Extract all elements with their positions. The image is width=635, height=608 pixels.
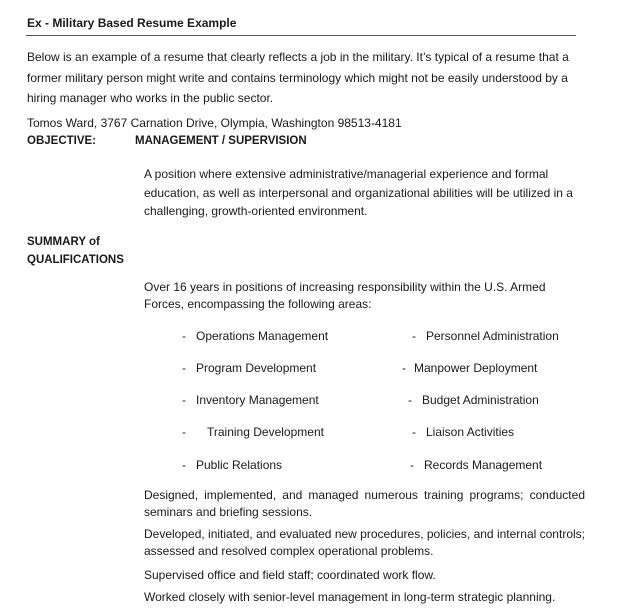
area-label: Personnel Administration: [426, 329, 559, 343]
area-label: Budget Administration: [422, 393, 539, 407]
intro-paragraph: Below is an example of a resume that clearly reflects a job in the military. It’s typical of a resume that a former military person might write and contains terminology which might not be easily understood by a hiring manager who works in the public sector.: [27, 50, 569, 105]
detail-paragraph: Designed, implemented, and managed numerous training programs; conducted seminars and briefing sessions.: [144, 488, 585, 519]
contact-address: Tomos Ward, 3767 Carnation Drive, Olympia, Washington 98513-4181: [27, 116, 402, 130]
title-divider: [26, 35, 576, 36]
objective-title: MANAGEMENT / SUPERVISION: [135, 135, 307, 147]
area-label: Inventory Management: [196, 393, 319, 407]
dash-bullet: -: [402, 361, 406, 375]
area-label: Public Relations: [196, 458, 283, 472]
dash-bullet: -: [412, 329, 416, 343]
area-label: Manpower Deployment: [414, 361, 538, 375]
dash-bullet: -: [182, 458, 186, 472]
objective-label: OBJECTIVE:: [27, 135, 97, 147]
list-item: [412, 425, 514, 439]
list-item: [182, 361, 316, 375]
dash-bullet: -: [182, 361, 186, 375]
list-item: [402, 361, 537, 375]
dash-bullet: -: [408, 393, 412, 407]
list-item: [408, 393, 539, 407]
summary-label: SUMMARY of QUALIFICATIONS: [27, 236, 124, 266]
area-label: Operations Management: [196, 329, 329, 343]
list-item: [182, 393, 319, 407]
dash-bullet: -: [412, 425, 416, 439]
document-title: Ex - Military Based Resume Example: [27, 16, 237, 30]
list-item: [410, 458, 542, 472]
area-label: Records Management: [424, 458, 543, 472]
summary-intro: Over 16 years in positions of increasing responsibility within the U.S. Armed Forces, encompassing the following areas:: [144, 280, 546, 311]
list-item: [182, 329, 328, 343]
detail-paragraph: Worked closely with senior-level management in long-term strategic planning.: [144, 590, 556, 604]
area-label: Program Development: [196, 361, 317, 375]
objective-text: A position where extensive administrative/managerial experience and formal education, as well as interpersonal and organizational abilities will be utilized in a challenging, growth-oriented environment.: [144, 167, 573, 218]
dash-bullet: -: [182, 329, 186, 343]
area-label: Liaison Activities: [426, 425, 515, 439]
area-label: Training Development: [207, 425, 324, 439]
list-item: [182, 458, 282, 472]
list-item: [412, 329, 559, 343]
dash-bullet: -: [182, 425, 186, 439]
dash-bullet: -: [182, 393, 186, 407]
dash-bullet: -: [410, 458, 414, 472]
detail-paragraph: Developed, initiated, and evaluated new procedures, policies, and internal controls; assessed and resolved complex operational problems.: [144, 527, 585, 558]
detail-paragraph: Supervised office and field staff; coordinated work flow.: [144, 568, 436, 582]
list-item: [182, 425, 324, 439]
